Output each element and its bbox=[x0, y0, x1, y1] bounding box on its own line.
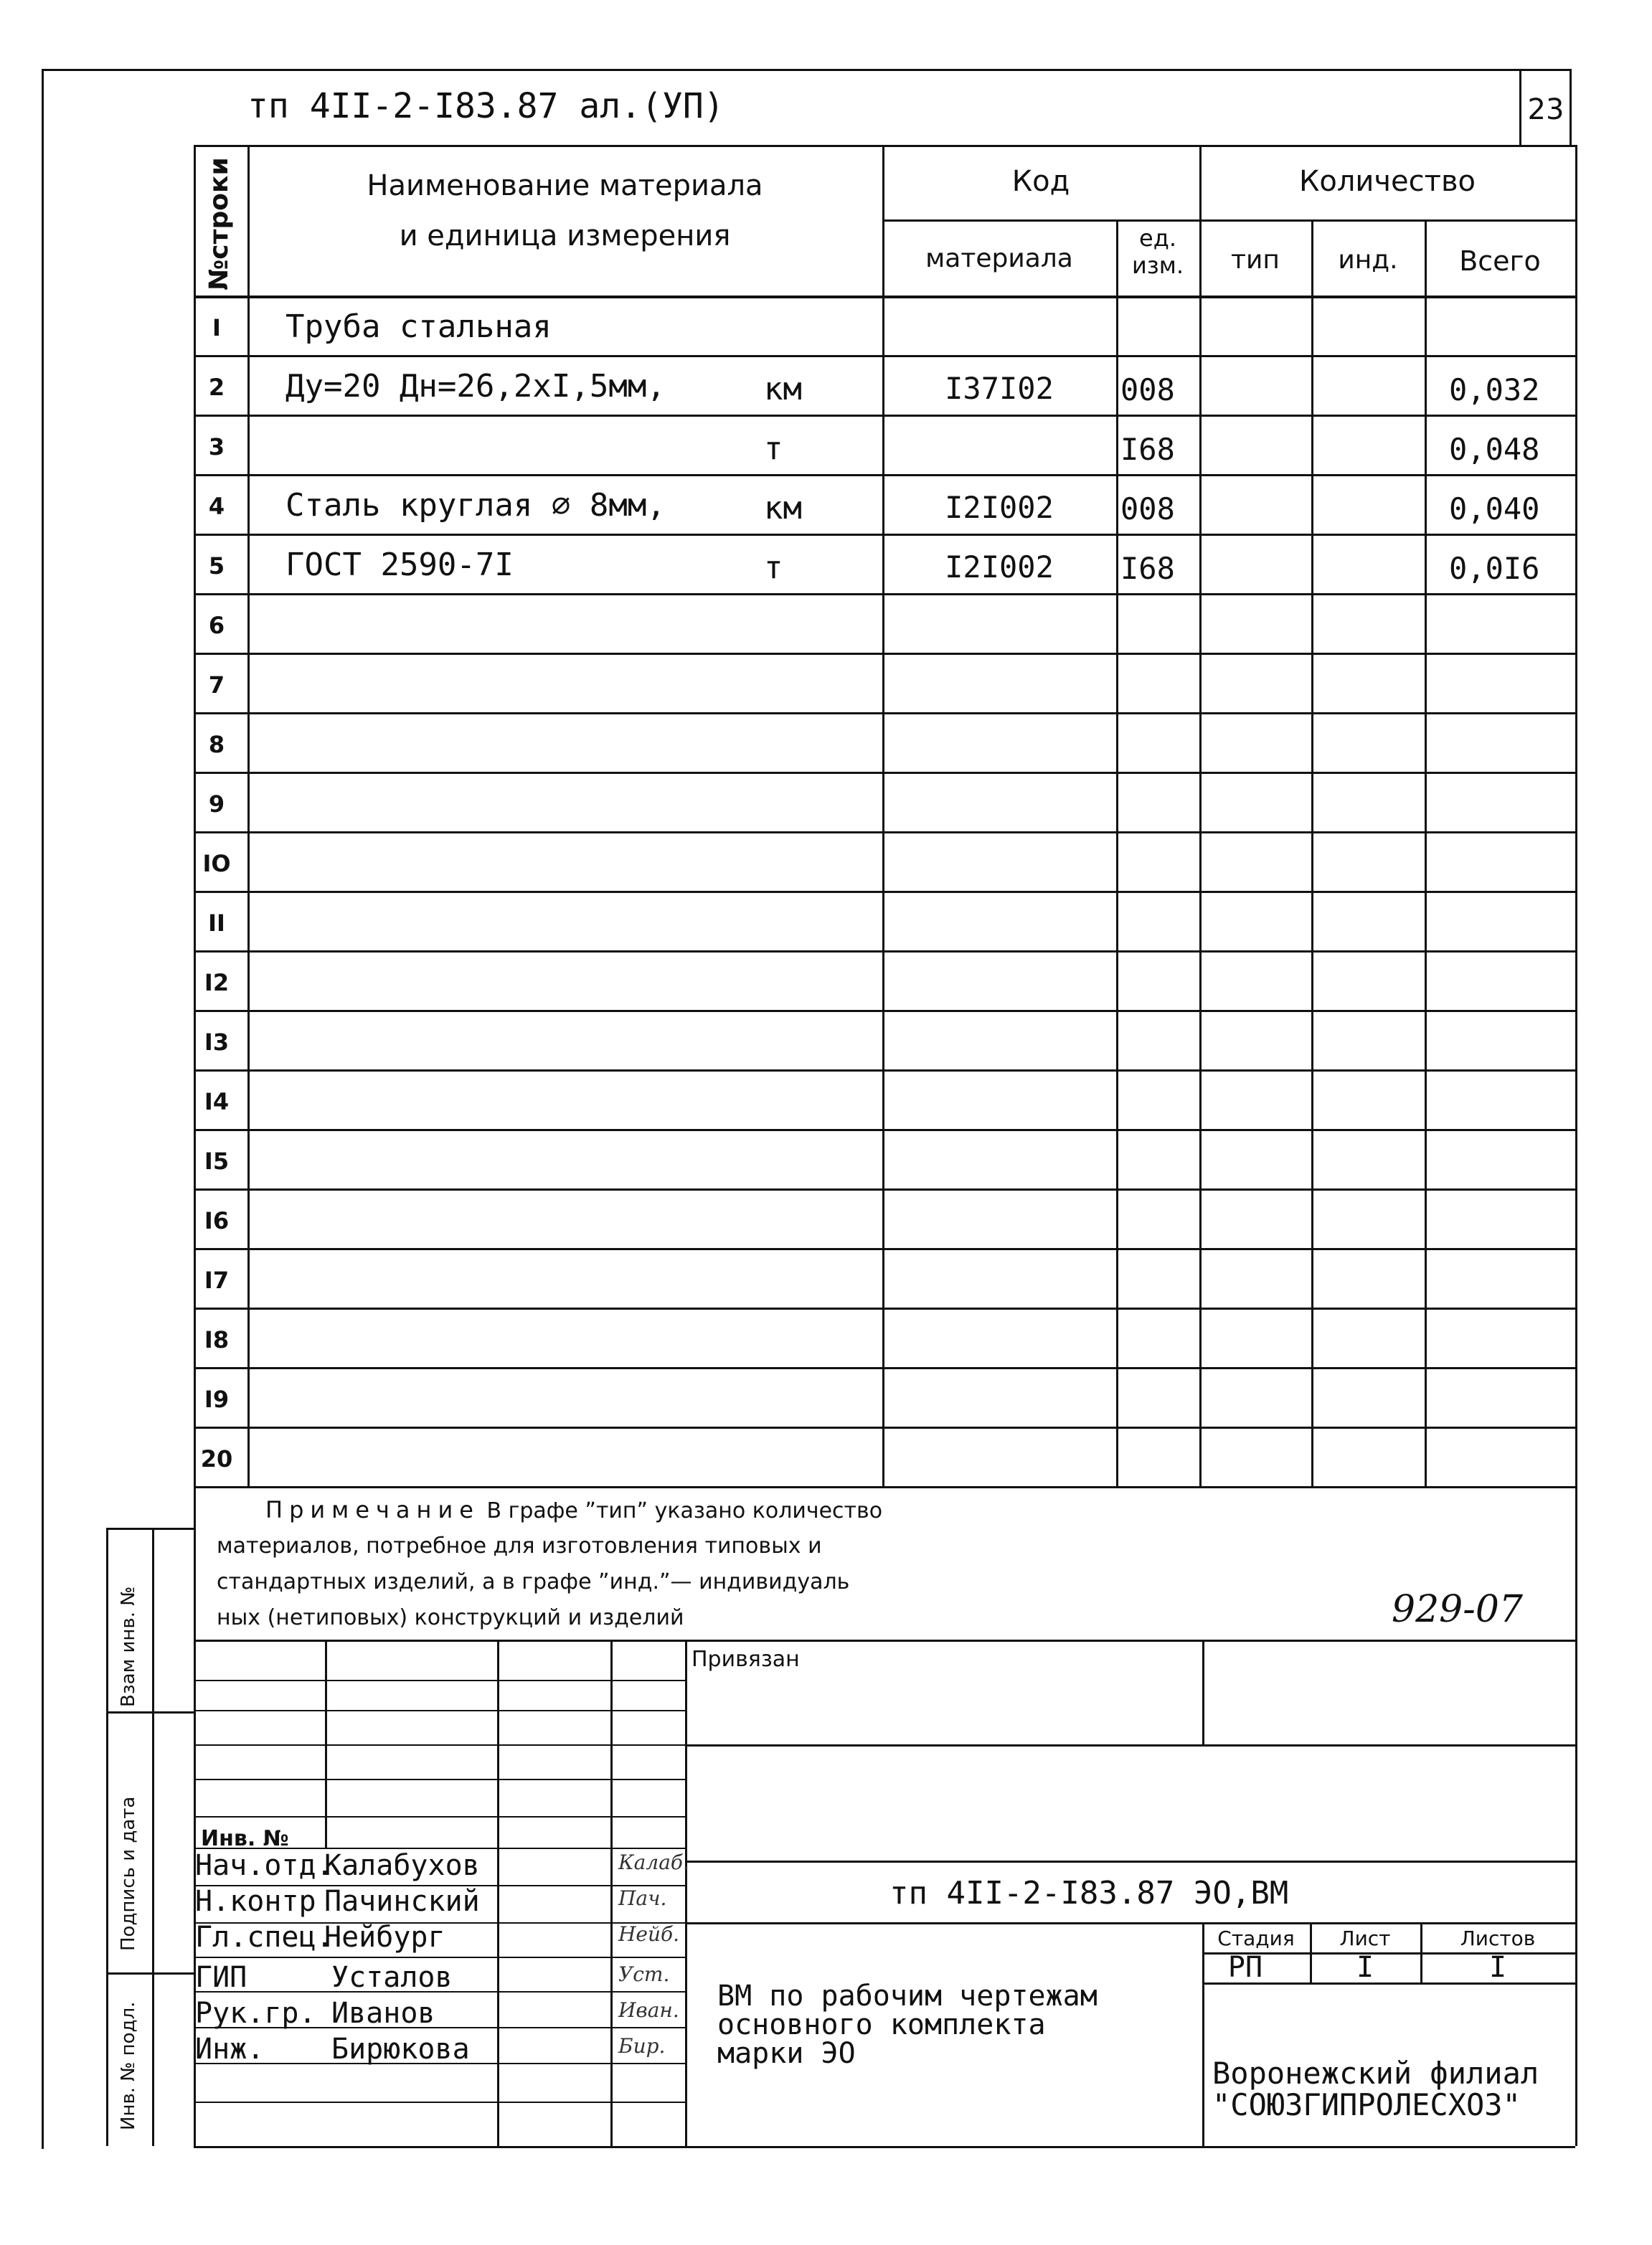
tb-col-3 bbox=[610, 1640, 613, 2146]
side-label-podpis: Подпись и дата bbox=[118, 1796, 139, 1951]
table-row-number: 7 bbox=[208, 671, 225, 699]
tb-person-name: Иванов bbox=[331, 1997, 435, 2030]
col-qty-header: Количество bbox=[1298, 165, 1476, 198]
table-row-number: I9 bbox=[204, 1386, 230, 1413]
table-row-number: I2 bbox=[204, 969, 230, 996]
table-row-number: I3 bbox=[204, 1029, 230, 1056]
col-qty-type-header: тип bbox=[1231, 245, 1280, 275]
table-subheader-line bbox=[882, 219, 1575, 222]
table-col-ucode bbox=[1116, 219, 1118, 1486]
table-row-line bbox=[194, 1248, 1575, 1250]
table-row-line bbox=[194, 1427, 1575, 1429]
table-row-line bbox=[194, 355, 1575, 357]
note-line-4: ных (нетиповых) конструкций и изделий bbox=[217, 1605, 684, 1630]
col-name-header-2: и единица измерения bbox=[399, 219, 731, 252]
tb-sheets-value: I bbox=[1488, 1951, 1507, 1984]
table-col-qty bbox=[1199, 145, 1202, 1486]
table-row-number: 2 bbox=[208, 374, 225, 401]
table-row-number: 8 bbox=[208, 731, 225, 758]
tb-col-4 bbox=[685, 1640, 687, 2146]
table-row-line bbox=[194, 831, 1575, 833]
side-div-2 bbox=[106, 1972, 194, 1975]
tb-col-right bbox=[1202, 1640, 1204, 1744]
table-row-number: I7 bbox=[204, 1267, 230, 1294]
tb-sheet-value: I bbox=[1356, 1951, 1374, 1984]
side-top bbox=[106, 1528, 194, 1530]
frame-top bbox=[42, 69, 1570, 71]
table-row-line bbox=[194, 1367, 1575, 1369]
tb-designation-bottom bbox=[685, 1922, 1575, 1924]
tb-sheet-label: Лист bbox=[1339, 1927, 1391, 1950]
table-row-number: IO bbox=[202, 850, 231, 877]
table-row-line bbox=[194, 1069, 1575, 1072]
table-row-number: 3 bbox=[208, 433, 225, 460]
table-row-unit: т bbox=[764, 430, 783, 467]
tb-doc-designation: тп 4II-2-I83.87 ЭО,ВМ bbox=[889, 1875, 1289, 1911]
table-row-line bbox=[194, 1010, 1575, 1012]
table-top bbox=[194, 145, 1575, 147]
col-qty-total-header: Всего bbox=[1459, 245, 1541, 277]
note-line-2: материалов, потребное для изготовления типовых и bbox=[217, 1533, 822, 1559]
table-row-code: I2I002 bbox=[945, 549, 1054, 585]
table-row-number: I bbox=[212, 314, 221, 341]
tb-stage-value: РП bbox=[1227, 1951, 1263, 1984]
page-number: 23 bbox=[1527, 93, 1564, 126]
table-row-number: I6 bbox=[204, 1207, 230, 1234]
table-row-total: 0,0I6 bbox=[1449, 551, 1540, 586]
table-row-unit: т bbox=[764, 549, 783, 586]
tb-person-signature: Нейб. bbox=[618, 1922, 680, 1946]
side-label-vzam: Взам инв. № bbox=[118, 1586, 139, 1707]
table-row-line bbox=[194, 474, 1575, 476]
note-line-1 bbox=[265, 1496, 882, 1523]
table-col-code bbox=[882, 145, 884, 1486]
table-row-line bbox=[194, 1486, 1575, 1488]
table-row-line bbox=[194, 415, 1575, 417]
table-row-number: 6 bbox=[208, 612, 225, 639]
tb-person-name: Бирюкова bbox=[331, 2033, 470, 2066]
tb-person-role: Н.контр bbox=[195, 1885, 316, 1918]
note-handwritten-number: 929-07 bbox=[1392, 1588, 1523, 1631]
frame-left bbox=[42, 69, 44, 2149]
tb-person-role: Рук.гр. bbox=[195, 1997, 316, 2030]
tb-privyazan-bottom bbox=[685, 1744, 1575, 1747]
table-row-line bbox=[194, 712, 1575, 714]
table-row-line bbox=[194, 950, 1575, 953]
table-row-line bbox=[194, 534, 1575, 536]
table-row-number: II bbox=[208, 909, 225, 937]
table-row-number: 4 bbox=[208, 493, 225, 520]
note-line-3: стандартных изделий, а в графе ”инд.”— индивидуаль bbox=[217, 1569, 850, 1594]
tb-person-signature: Иван. bbox=[618, 1998, 679, 2022]
table-row-unit-code: I68 bbox=[1120, 432, 1175, 467]
table-row-number: 9 bbox=[208, 790, 225, 818]
tb-bottom bbox=[194, 2146, 1575, 2148]
tb-grid-line bbox=[194, 1779, 685, 1780]
tb-person-role: Нач.отд. bbox=[195, 1849, 334, 1882]
table-row-unit-code: I68 bbox=[1120, 551, 1175, 586]
table-row-unit: км bbox=[764, 490, 802, 526]
table-row-total: 0,040 bbox=[1449, 491, 1540, 526]
side-col-mid bbox=[152, 1528, 154, 2146]
side-div-1 bbox=[106, 1711, 194, 1714]
tb-title-3: марки ЭО bbox=[717, 2037, 856, 2070]
tb-privyazan: Привязан bbox=[692, 1647, 800, 1672]
tb-stage-label: Стадия bbox=[1217, 1927, 1295, 1950]
frame-right bbox=[1570, 69, 1572, 145]
note-title: Примечание bbox=[265, 1496, 480, 1523]
table-col-ind bbox=[1311, 219, 1313, 1486]
tb-person-role: Инж. bbox=[195, 2033, 265, 2066]
tb-grid-line bbox=[194, 1816, 685, 1818]
tb-top bbox=[194, 1640, 1575, 1642]
tb-org-1: Воронежский филиал bbox=[1212, 2056, 1539, 2091]
tb-person-name: Пачинский bbox=[324, 1885, 480, 1918]
table-row-line bbox=[194, 891, 1575, 893]
tb-person-role: ГИП bbox=[195, 1961, 247, 1994]
tb-title-2: основного комплекта bbox=[717, 2008, 1046, 2041]
tb-person-role: Гл.спец. bbox=[195, 1921, 334, 1954]
tb-person-name: Калабухов bbox=[324, 1849, 480, 1882]
page-number-box-left bbox=[1519, 69, 1521, 145]
table-col-name bbox=[247, 145, 250, 1486]
table-row-unit-code: 008 bbox=[1120, 372, 1175, 407]
col-qty-ind-header: инд. bbox=[1338, 245, 1398, 275]
col-code-unit-header-1: ед. bbox=[1139, 225, 1176, 252]
header-doc-code: тп 4II-2-I83.87 ал.(УП) bbox=[247, 86, 724, 126]
table-row-number: 20 bbox=[200, 1445, 233, 1473]
table-row-line bbox=[194, 1129, 1575, 1131]
col-code-unit-header-2: изм. bbox=[1131, 252, 1184, 279]
table-row-name: Сталь круглая ∅ 8мм, bbox=[285, 487, 666, 524]
col-row-label: №строки bbox=[204, 157, 234, 290]
table-row-line bbox=[194, 593, 1575, 595]
col-code-material-header: материала bbox=[925, 244, 1073, 273]
side-col-left bbox=[106, 1528, 108, 2146]
tb-title-1: ВМ по рабочим чертежам bbox=[717, 1980, 1098, 2013]
tb-grid-line bbox=[194, 2102, 685, 2103]
tb-inv-no: Инв. № bbox=[201, 1826, 289, 1851]
tb-grid-line bbox=[194, 1957, 685, 1958]
tb-col-2 bbox=[497, 1640, 499, 2146]
table-row-name: Ду=20 Дн=26,2хI,5мм, bbox=[285, 368, 666, 405]
note-line-1-text: В графе ”тип” указано количество bbox=[486, 1498, 883, 1523]
tb-person-signature: Уст. bbox=[618, 1962, 670, 1986]
side-label-inv-podl: Инв. № подл. bbox=[118, 2001, 139, 2130]
col-code-header: Код bbox=[1011, 165, 1070, 198]
tb-person-signature: Калаб. bbox=[618, 1851, 689, 1874]
tb-person-signature: Пач. bbox=[618, 1886, 667, 1910]
table-row-number: I8 bbox=[204, 1326, 230, 1353]
tb-designation-top bbox=[685, 1861, 1575, 1863]
tb-grid-line bbox=[194, 1744, 685, 1746]
table-row-number: 5 bbox=[208, 552, 225, 580]
table-col-total bbox=[1425, 219, 1427, 1486]
table-row-code: I37I02 bbox=[945, 371, 1054, 406]
frame-right-lower bbox=[1575, 145, 1577, 2146]
tb-person-name: Усталов bbox=[331, 1961, 453, 1994]
tb-sheets-label: Листов bbox=[1460, 1927, 1536, 1950]
table-row-name: Труба стальная bbox=[285, 308, 552, 345]
tb-person-signature: Бир. bbox=[618, 2034, 666, 2058]
table-row-unit-code: 008 bbox=[1120, 491, 1175, 526]
tb-grid-line bbox=[194, 1680, 685, 1681]
tb-org-2: "СОЮЗГИПРОЛЕСХОЗ" bbox=[1212, 2087, 1521, 2122]
col-name-header-1: Наименование материала bbox=[367, 169, 763, 202]
table-row-total: 0,048 bbox=[1449, 432, 1540, 467]
table-row-unit: км bbox=[764, 371, 802, 407]
table-row-total: 0,032 bbox=[1449, 372, 1540, 407]
table-row-number: I5 bbox=[204, 1148, 230, 1175]
table-row-line bbox=[194, 772, 1575, 774]
tb-grid-line bbox=[194, 1710, 685, 1711]
table-row-code: I2I002 bbox=[945, 490, 1054, 525]
table-header-bottom bbox=[194, 296, 1575, 298]
table-row-line bbox=[194, 1188, 1575, 1191]
tb-person-name: Нейбург bbox=[324, 1921, 445, 1954]
table-row-name: ГОСТ 2590-7I bbox=[285, 547, 514, 583]
table-row-number: I4 bbox=[204, 1088, 230, 1115]
table-row-line bbox=[194, 653, 1575, 655]
table-row-line bbox=[194, 1308, 1575, 1310]
